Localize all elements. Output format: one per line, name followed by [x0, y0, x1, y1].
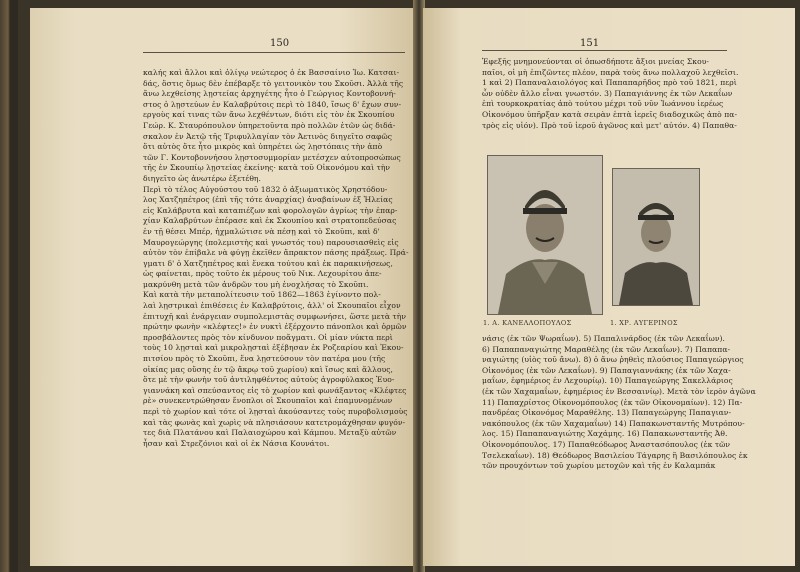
text-line: Οἰκονόμος (ἐκ τῶν Λεκαΐων). 9) Παπαγιαννάκης (ἐκ τῶν Χαχα-	[482, 365, 731, 375]
text-line: ἐν τῇ θέσει Μπέρ, ἠχμαλώτισε νὰ πέσῃ καὶ τὸ Σκοῦπι, καὶ δ'	[143, 226, 380, 236]
text-line: (ἐκ τῶν Χαχαμαΐων, ἐφημέριος ἐν Βεσσαινίῳ). Μετὰ τὸν ἱερὸν ἀγῶνα	[482, 386, 756, 396]
text-line: τρὸς εἰς υἱόν). Πρὸ τοῦ ἱεροῦ ἀγῶνος καὶ μετ' αὐτόν. 4) Παπαθα-	[482, 120, 737, 130]
portrait-photo-avgerinos	[612, 168, 700, 306]
text-line: 1 καὶ 2) Παπαναλαιολόγος καὶ Παπαπαρῆδος πρὸ τοῦ 1821, περὶ	[482, 78, 737, 88]
left-page-number: 150	[270, 38, 290, 49]
text-line: μακρύνθη μετὰ τῶν ἀνδρῶν του μὴ ἐνοχλήσας τὸ Σκοῦπι.	[143, 279, 369, 289]
text-line: καὶ τὰς φωνὰς καὶ χωρὶς νὰ πλησιάσουν κατετρομάχθησαν φυγόν-	[143, 417, 406, 427]
text-line: διηγεῖτο ὡς ἀνωτέρω ἐξετέθη.	[143, 173, 261, 183]
text-line: ὧν οὐδὲν ἄλλο εἶναι γνωστόν. 3) Παπαγιάννης ἐκ τῶν Λεκαΐων	[482, 88, 733, 98]
text-line: εργοὺς καί τινας τῶν ἄνω λεχθέντων, διότι εἰς τὸν ἐκ Σκουπίου	[143, 110, 395, 120]
text-line: ρὲ» συνεκεντρώθησαν ἔνοπλοι οἱ Σκουπαῖοι καὶ ἐπαμυνομένων	[143, 396, 393, 406]
text-line: οἰκίας μας οὔσης ἐν τῷ ἄκρῳ τοῦ χωρίου) καὶ ἴσως καὶ ἄλλους,	[143, 364, 394, 374]
text-line: τῆς ἐν Σκουπίῳ λῃστείας ἐκείνης· κατὰ τοῦ Οἰκονόμου καὶ τὴν	[143, 163, 391, 173]
right-page-text-bottom	[482, 334, 756, 472]
text-line: μαΐων, ἐφημέριος ἐν Λεχουρίῳ). 10) Παπαγεώργης Σακελλάριος	[482, 376, 733, 386]
text-line: ἐπιτυχῆ καὶ ἐνάργειαν συμπολεμιστὰς συμφωνήσει, ὥστε μετὰ τὴν	[143, 311, 407, 321]
text-line: Μαυρογεώργης (πολεμιστὴς καὶ γνωστός του) παρουσιασθεὶς εἰς	[143, 237, 399, 247]
caption-avgerinos: 1. ΧΡ. ΑΥΓΕΡΙΝΟΣ	[610, 319, 678, 327]
text-line: εἰς Καλάβρυτα καὶ καταπιέζων καὶ φορολογῶν ἀγρίως τὴν ἐπαρ-	[143, 205, 398, 215]
portrait-kanellopoulos-drawing	[488, 156, 602, 314]
text-line: ἐπὶ τουρκοκρατίας ἀπὸ τούτου μέχρι τοῦ νῦν Ἰωάννου ἱερέως	[482, 99, 724, 109]
right-page-number: 151	[580, 38, 600, 49]
text-line: 6) Παπαπαναγιώτης Μαραθέλης (ἐκ τῶν Λεκαΐων). 7) Παπαπα-	[482, 344, 731, 354]
text-line: ὅτε μὲ τὴν φωνὴν τοῦ ἀντιληφθέντος αὐτοὺς ἀγροφύλακος Ἐυο-	[143, 375, 395, 385]
text-line: νακόπουλος (ἐκ τῶν Χαχαμαΐων) 14) Παπακωνσταντῆς Μυτρόπου-	[482, 418, 745, 428]
text-line: πανδρέας Οἰκονόμος Μαραθέλης. 13) Παπαγεώργης Παπαγιαν-	[482, 408, 732, 418]
text-line: τῶν προυχόντων τοῦ χωρίου μετοχῶν καὶ τῆς ἐν Καλαμπάκ	[482, 461, 716, 471]
text-line: ὅτι αὐτὸς ὅτε ἦτο μικρὸς καὶ ὑπηρέτει ὡς λῃστόπαις τὴν ἀπὸ	[143, 142, 383, 152]
text-line: πιτσίου πρὸς τὸ Σκοῦπι, ἕνα λῃστεύσουν τὸν πατέρα μου (τῆς	[143, 354, 386, 364]
text-line: Καὶ κατὰ τὴν μεταπολίτευσιν τοῦ 1862—1863 ἐγίνοντο πολ-	[143, 290, 381, 300]
text-line: νάσις (ἐκ τῶν Ψωραΐων). 5) Παπαλινάρδος (ἐκ τῶν Λεκαΐων).	[482, 334, 726, 343]
text-line: ναγιώτης (υἱὸς τοῦ ἄνω). 8) ὁ ἄνω ῥηθεὶς πλούσιος Παπαγεώργιος	[482, 355, 744, 365]
text-line: γματι δ' ὁ Χατζηπέτρος καὶ ἕνεκα τούτου καὶ ἐκ παρακινήσεως,	[143, 258, 393, 268]
text-line: δάς, ὅστις ὅμως δὲν ἐπέβαρξε τὸ γειτονικὸν του Σκοῦσι. Ἀλλὰ τῆς	[143, 78, 404, 88]
text-line: 11) Παπαχρίστος Οἰκονομόπουλος (ἐκ τῶν Οἰκονομαίων). 12) Πα-	[482, 397, 743, 407]
portrait-avgerinos-drawing	[613, 169, 699, 305]
text-line: τοὺς 10 λῃσταὶ καὶ μικρολῃσταὶ ἐξέβησαν ἐκ Ροζεαρίου καὶ Ἐκου-	[143, 343, 404, 353]
text-line: στος ὁ λῃστεύων ἐν Καλαβρύτοις περὶ τὸ 1840, ἴσως δ' ἔχων συν-	[143, 99, 402, 109]
text-line: καλής καὶ ἄλλοι καὶ ὀλίγῳ νεώτερος ὁ ἐκ Βασσαίνιο Ἰω. Κατσαι-	[143, 68, 400, 77]
text-line: Οἰκονόμου ὑπῆρξαν κατὰ σειρὰν ἑπτὰ ἱερεῖς διαδοχικῶς ἀπὸ πα-	[482, 109, 738, 119]
text-line: γιαννάκη καὶ σπεύσαντος εἰς τὸ χωρίον καὶ φωνάξαντος «Κλέφτες	[143, 385, 407, 395]
text-line: Περὶ τὸ τέλος Αὐγούστου τοῦ 1832 ὁ ἀξιωματικὸς Χρηστόδου-	[143, 184, 388, 194]
text-line: λος. 15) Παπαπαναγιώτης Χαχάμης. 16) Παπακωνσταντῆς Ἀθ.	[482, 429, 728, 439]
right-header-rule	[482, 50, 727, 51]
portrait-photo-kanellopoulos	[487, 155, 603, 315]
text-line: τες διὰ Πλατάνου καὶ Παλαιοχώρου καὶ Κάμπου. Μεταξὺ αὐτῶν	[143, 428, 397, 438]
text-line: προσβάλοντες πρὸς τὸν κίνδυνον ποἄγματι. Οἱ μίαν νύκτα περὶ	[143, 332, 393, 342]
text-line: ὡς φαίνεται, πρὸς τοῦτο ἐκ μέρους τοῦ Νικ. Λεχουρίτου ἀπε-	[143, 269, 382, 279]
text-line: τῶν Γ. Κοντοβοννήσου λῃστοσυμμορίαν μετέσχεν αὐτοπροσώπως	[143, 152, 401, 162]
caption-kanellopoulos: 1. Α. ΚΑΝΕΛΛΟΠΟΥΛΟΣ	[483, 319, 572, 327]
text-line: χίαν Καλαβρύτων ἐπέρασε καὶ ἐκ Σκουπίου καὶ στρατοπεδεύσας	[143, 216, 397, 226]
text-line: ἄνω λεχθείσης λῃστείας ἀρχηγέτης ἦτο ὁ Γεώργιος Κοντοβοννή-	[143, 89, 396, 99]
text-line: παῖοι, οἱ μὴ ἐπιζῶντες πλέον, παρὰ τοὺς ἄνω πολλαχοῦ λεχθεῖσι.	[482, 67, 739, 77]
right-page-text-top	[482, 57, 739, 131]
text-line: Γεώρ. Κ. Σταυρόπουλον ὑπηρετοῦντα πρὸ πολλῶν ἐτῶν ὡς διδά-	[143, 120, 396, 130]
text-line: ἦσαν καὶ Στρεζόνιοι καὶ οἱ ἐκ Νάσια Κουνάτοι.	[143, 438, 330, 448]
text-line: Τσελεκαΐων). 18) Θεόδωρος Βασιλείου Τάγαρης ἢ Βασιλόπουλος ἐκ	[482, 450, 748, 460]
text-line: λαὶ λῃστρικαὶ ἐπιθέσεις ἐν Καλαβρύτοις, ἀλλ' οἱ Σκουπαῖοι εἶχον	[143, 301, 401, 311]
text-line: λος Χατζηπέτρος (ἐπὶ τῆς τότε ἀναρχίας) ἀναβαίνων ἐξ Ἠλείας	[143, 195, 393, 205]
text-line: αὐτὸν τὸν ἐπίβαλε νὰ φύγῃ ἐκεῖθεν ἄπρακτον πάσης πράξεως. Πρά-	[143, 248, 409, 258]
text-line: Οἰκονομόπουλος. 17) Παπαθεόδωρος Ἀναστασόπουλος (ἐκ τῶν	[482, 439, 730, 449]
text-line: σκαλον ἐν Ἀετῷ τῆς Τριφυλλαγίαν τὸν Ἀετινὸς διηγεῖτο σαφῶς	[143, 131, 393, 141]
left-header-rule	[143, 52, 405, 53]
text-line: πρώτην φωνὴν «κλέφτες!» ἐν νυκτὶ ἐξέρχοντο πάνοπλοι καὶ ὁρμῶν	[143, 322, 407, 332]
text-line: Ἐφεξῆς μνημονεύονται οἱ ὁπωσδήποτε ἄξιοι μνείας Σκου-	[482, 57, 709, 66]
text-line: περὶ τὸ χωρίον καὶ τότε οἱ λῃσταὶ ἀκούσαντες τοὺς πυροβολισμοὺς	[143, 407, 408, 416]
left-page-text	[143, 68, 409, 449]
